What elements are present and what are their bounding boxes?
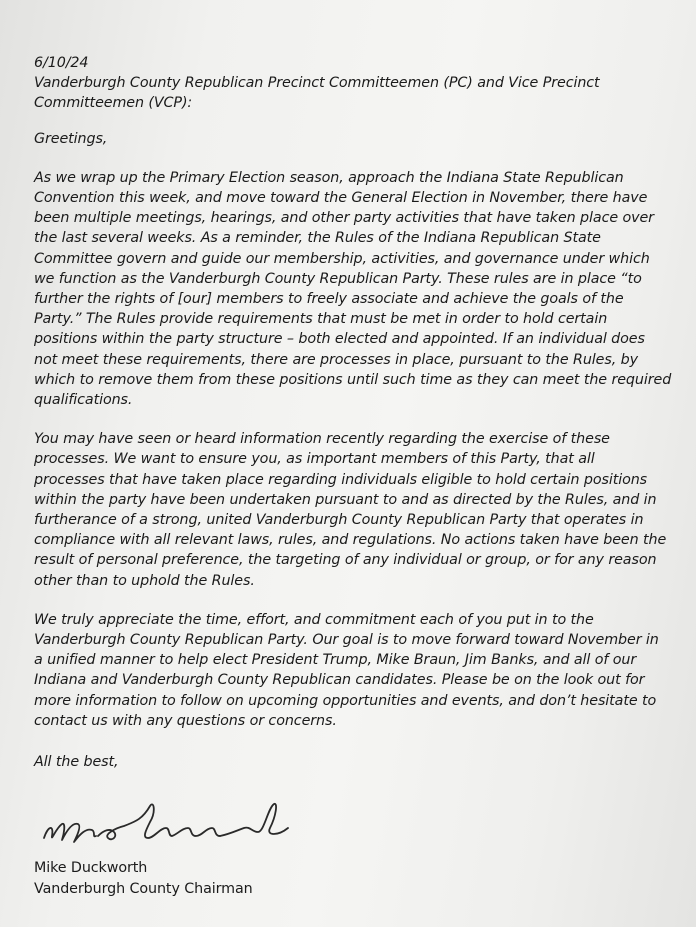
paragraph-line: within the party have been undertaken pursuant to and as directed by the Rules, and in (34, 491, 657, 508)
paragraph-line: furtherance of a strong, united Vanderburgh County Republican Party that operates in (34, 512, 644, 529)
paragraph-line: processes. We want to ensure you, as important members of this Party, that all (34, 451, 595, 468)
paragraph-line: which to remove them from these positions until such time as they can meet the required (34, 371, 672, 388)
paragraph-line: not meet these requirements, there are processes in place, pursuant to the Rules, by (34, 351, 638, 368)
paragraph-line: the last several weeks. As a reminder, the Rules of the Indiana Republican State (34, 230, 601, 247)
paragraph-line: contact us with any questions or concerns. (34, 712, 337, 729)
paragraph-line: more information to follow on upcoming opportunities and events, and don’t hesitate to (34, 692, 657, 709)
paragraph-line: qualifications. (34, 392, 133, 409)
paragraph-line: Indiana and Vanderburgh County Republican candidates. Please be on the look out for (34, 672, 645, 689)
paragraph-3 (34, 610, 674, 731)
signer-title: Vanderburgh County Chairman (34, 881, 253, 897)
recipient-line: Vanderburgh County Republican Precinct Committeemen (PC) and Vice Precinct (34, 75, 600, 92)
paragraph-line: other than to uphold the Rules. (34, 572, 255, 589)
paragraph-line: Convention this week, and move toward the General Election in November, there have (34, 190, 648, 207)
paragraph-line: Party.” The Rules provide requirements that must be met in order to hold certain (34, 311, 608, 328)
paragraph-line: You may have seen or heard information recently regarding the exercise of these (34, 431, 610, 448)
paragraph-2 (34, 429, 674, 591)
paragraph-line: As we wrap up the Primary Election season, approach the Indiana State Republican (34, 169, 624, 186)
paragraph-line: we function as the Vanderburgh County Republican Party. These rules are in place “to (34, 270, 642, 287)
signer-name: Mike Duckworth (34, 860, 148, 876)
paragraph-line: been multiple meetings, hearings, and other party activities that have taken place over (34, 210, 654, 227)
letter-date: 6/10/24 (34, 55, 89, 71)
paragraph-line: We truly appreciate the time, effort, and commitment each of you put in to the (34, 611, 594, 628)
recipient-block (34, 73, 674, 113)
letter-body (34, 53, 674, 772)
greeting: Greetings, (34, 130, 108, 147)
paragraph-line: compliance with all relevant laws, rules, and regulations. No actions taken have been the (34, 532, 667, 549)
paragraph-line: a unified manner to help elect President Trump, Mike Braun, Jim Banks, and all of our (34, 652, 637, 669)
paragraph-line: further the rights of [our] members to freely associate and achieve the goals of the (34, 291, 624, 308)
signature-drawing (38, 798, 298, 858)
paragraph-1 (34, 168, 674, 410)
closing: All the best, (34, 754, 119, 771)
signer-block (34, 858, 253, 900)
paragraph-line: positions within the party structure – both elected and appointed. If an individual does (34, 331, 645, 348)
paragraph-line: Committee govern and guide our membership, activities, and governance under which (34, 250, 650, 267)
paragraph-line: Vanderburgh County Republican Party. Our goal is to move forward toward November in (34, 632, 659, 649)
handwritten-signature (38, 798, 298, 858)
paragraph-line: result of personal preference, the targeting of any individual or group, or for any reason (34, 552, 657, 569)
paragraph-line: processes that have taken place regarding individuals eligible to hold certain positions (34, 471, 648, 488)
recipient-line: Committeemen (VCP): (34, 95, 193, 112)
